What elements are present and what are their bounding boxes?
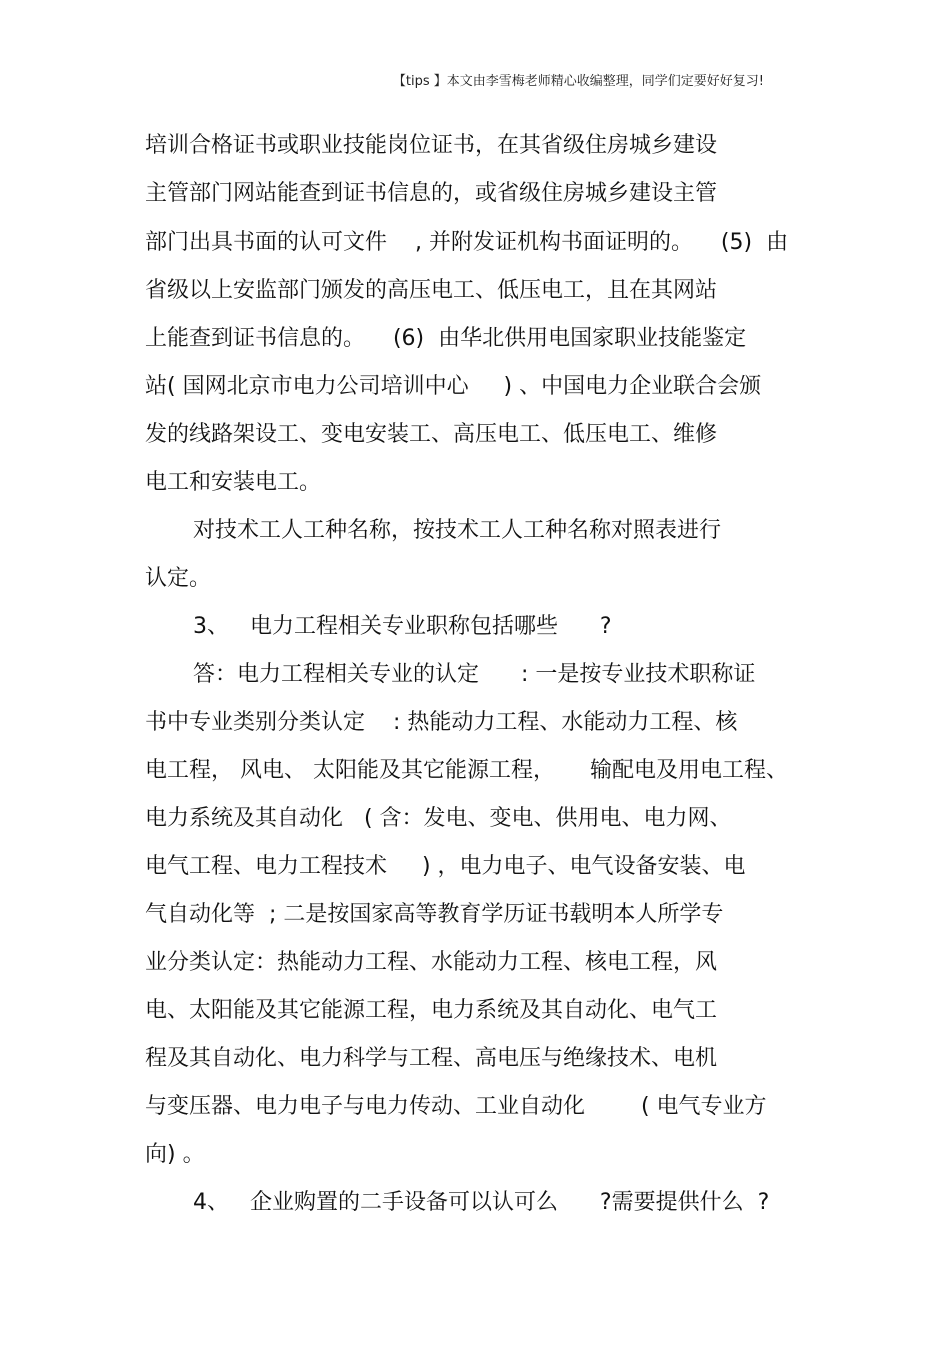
body-line: 业分类认定：热能动力工程、水能动力工程、核电工程，风 <box>145 950 718 975</box>
header-tip: 【tips 】本文由李雪梅老师精心收编整理，同学们定要好好复习! <box>392 74 764 89</box>
paragraph-first-line: 对技术工人工种名称，按技术工人工种名称对照表进行 <box>193 518 722 543</box>
body-line: 省级以上安监部门颁发的高压电工、低压电工，且在其网站 <box>145 278 718 303</box>
body-line: 电工和安装电工。 <box>145 470 322 495</box>
body-line: 发的线路架设工、变电安装工、高压电工、低压电工、维修 <box>145 422 718 447</box>
question-heading: 4、 企业购置的二手设备可以认可么 ?需要提供什么 ? <box>193 1190 770 1215</box>
body-line: 电力系统及其自动化 ( 含：发电、变电、供用电、电力网、 <box>145 806 732 831</box>
body-line: 书中专业类别分类认定 : 热能动力工程、水能动力工程、核 <box>145 710 738 735</box>
body-line: 与变压器、电力电子与电力传动、工业自动化 ( 电气专业方 <box>145 1094 767 1119</box>
body-line: 电工程， 风电、 太阳能及其它能源工程， 输配电及用电工程、 <box>145 758 788 783</box>
body-line: 站( 国网北京市电力公司培训中心 ) 、中国电力企业联合会颁 <box>145 374 762 399</box>
answer-first-line: 答：电力工程相关专业的认定 : 一是按专业技术职称证 <box>193 662 756 687</box>
body-line: 电气工程、电力工程技术 ) ，电力电子、电气设备安装、电 <box>145 854 746 879</box>
body-line: 电、太阳能及其它能源工程，电力系统及其自动化、电气工 <box>145 998 718 1023</box>
body-line: 上能查到证书信息的。 (6) 由华北供用电国家职业技能鉴定 <box>145 326 747 351</box>
body-line: 培训合格证书或职业技能岗位证书，在其省级住房城乡建设 <box>145 133 718 158</box>
body-line: 程及其自动化、电力科学与工程、高电压与绝缘技术、电机 <box>145 1046 718 1071</box>
body-line: 向) 。 <box>145 1142 205 1167</box>
body-line: 认定。 <box>145 566 212 591</box>
question-heading: 3、 电力工程相关专业职称包括哪些 ? <box>193 614 612 639</box>
body-line: 气自动化等 ; 二是按国家高等教育学历证书载明本人所学专 <box>145 902 724 927</box>
body-line: 部门出具书面的认可文件 , 并附发证机构书面证明的。 (5) 由 <box>145 230 789 255</box>
body-line: 主管部门网站能查到证书信息的，或省级住房城乡建设主管 <box>145 181 718 206</box>
